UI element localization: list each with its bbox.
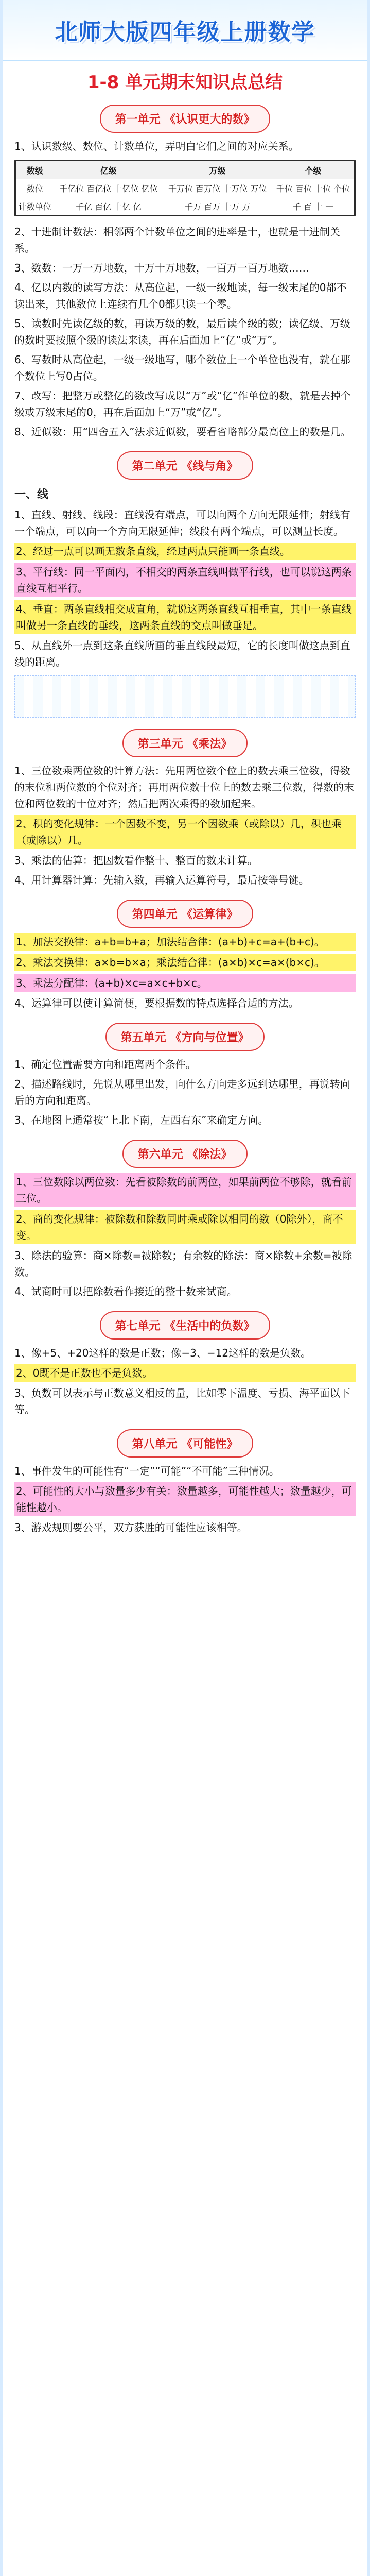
paragraph: 3、除法的验算：商×除数=被除数；有余数的除法：商×除数+余数=被除数。 bbox=[14, 1249, 353, 1278]
unit-pill: 第五单元 《方向与位置》 bbox=[105, 1023, 265, 1051]
highlight-paragraph: 2、积的变化规律：一个因数不变，另一个因数乘（或除以）几，积也乘（或除以）几。 bbox=[14, 815, 356, 849]
paragraph: 4、亿以内数的读写方法：从高位起，一级一级地读，每一级末尾的0都不读出来，其他数位上连续有几个0都只读一个零。 bbox=[14, 281, 347, 310]
paragraph: 1、三位数乘两位数的计算方法：先用两位数个位上的数去乘三位数，得数的末位和两位数的个位对齐；再用两位数十位上的数去乘三位数，得数的末位和两位数的十位对齐；然后把两次乘得的数加起来。 bbox=[14, 765, 354, 810]
highlight-paragraph: 2、乘法交换律：a×b=b×a；乘法结合律：(a×b)×c=a×(b×c)。 bbox=[14, 954, 356, 971]
page-title: 北师大版四年级上册数学 bbox=[55, 19, 315, 45]
page-subtitle: 1-8 单元期末知识点总结 bbox=[87, 72, 283, 93]
unit-title bbox=[14, 1140, 356, 1168]
highlight-paragraph: 3、平行线：同一平面内，不相交的两条直线叫做平行线，也可以说这两条直线互相平行。 bbox=[14, 563, 356, 597]
paragraph: 4、试商时可以把除数看作接近的整十数来试商。 bbox=[14, 1285, 237, 1298]
subheading: 一、线 bbox=[14, 488, 49, 501]
table-header: 数级 bbox=[16, 161, 54, 179]
unit-title bbox=[14, 900, 356, 928]
paragraph: 1、像+5、+20这样的数是正数；像−3、−12这样的数是负数。 bbox=[14, 1347, 311, 1359]
paragraph: 8、近似数：用“四舍五入”法求近似数，要看省略部分最高位上的数是几。 bbox=[14, 426, 351, 438]
table-cell: 数位 bbox=[16, 179, 54, 197]
paragraph: 1、确定位置需要方向和距离两个条件。 bbox=[14, 1058, 196, 1071]
unit-pill: 第七单元 《生活中的负数》 bbox=[100, 1311, 271, 1340]
table-cell: 千亿 百亿 十亿 亿 bbox=[54, 197, 163, 215]
table-row bbox=[16, 179, 355, 197]
table-cell: 千 百 十 一 bbox=[272, 197, 355, 215]
unit-title bbox=[14, 1429, 356, 1458]
paragraph: 1、认识数级、数位、计数单位，弄明白它们之间的对应关系。 bbox=[14, 140, 299, 152]
section bbox=[14, 451, 356, 718]
paragraph: 3、数数：一万一万地数，十万十万地数，一百万一百万地数…… bbox=[14, 262, 309, 274]
highlight-paragraph: 2、可能性的大小与数量多少有关：数量越多，可能性越大；数量越少，可能性越小。 bbox=[14, 1482, 356, 1516]
unit-title bbox=[14, 1023, 356, 1051]
unit-pill: 第一单元 《认识更大的数》 bbox=[100, 105, 271, 133]
content bbox=[3, 105, 367, 1570]
paragraph: 3、游戏规则要公平，双方获胜的可能性应该相等。 bbox=[14, 1521, 248, 1534]
paragraph: 2、十进制计数法：相邻两个计数单位之间的进率是十，也就是十进制关系。 bbox=[14, 226, 340, 255]
unit-pill: 第四单元 《运算律》 bbox=[117, 900, 254, 928]
section bbox=[14, 729, 356, 888]
paragraph: 4、运算律可以使计算简便，要根据数的特点选择合适的方法。 bbox=[14, 997, 299, 1009]
bottom-space bbox=[14, 1539, 356, 1560]
section bbox=[14, 1023, 356, 1128]
highlight-paragraph: 2、经过一点可以画无数条直线，经过两点只能画一条直线。 bbox=[14, 543, 356, 560]
section bbox=[14, 1311, 356, 1418]
paragraph: 5、从直线外一点到这条直线所画的垂直线段最短，它的长度叫做这点到直线的距离。 bbox=[14, 639, 350, 668]
table-cell: 千位 百位 十位 个位 bbox=[272, 179, 355, 197]
paragraph: 6、写数时从高位起，一级一级地写，哪个数位上一个单位也没有，就在那个数位上写0占位。 bbox=[14, 353, 350, 382]
paragraph: 3、负数可以表示与正数意义相反的量，比如零下温度、亏损、海平面以下等。 bbox=[14, 1387, 350, 1416]
unit-pill: 第八单元 《可能性》 bbox=[117, 1429, 254, 1458]
section bbox=[14, 900, 356, 1011]
table-header: 亿级 bbox=[54, 161, 163, 179]
table-cell: 千万位 百万位 十万位 万位 bbox=[163, 179, 272, 197]
highlight-paragraph: 1、三位数除以两位数：先看被除数的前两位，如果前两位不够除，就看前三位。 bbox=[14, 1173, 356, 1207]
section bbox=[14, 105, 356, 440]
unit-title bbox=[14, 729, 356, 757]
paragraph: 1、事件发生的可能性有“一定”“可能”“不可能”三种情况。 bbox=[14, 1465, 279, 1477]
place-value-table bbox=[14, 160, 356, 216]
table-header: 万级 bbox=[163, 161, 272, 179]
lines-illustration bbox=[14, 675, 356, 718]
section bbox=[14, 1140, 356, 1300]
unit-title bbox=[14, 1311, 356, 1340]
table-header: 个级 bbox=[272, 161, 355, 179]
highlight-paragraph: 2、0既不是正数也不是负数。 bbox=[14, 1364, 356, 1382]
table-cell: 计数单位 bbox=[16, 197, 54, 215]
paragraph: 1、直线、射线、线段：直线没有端点，可以向两个方向无限延伸；射线有一个端点，可以向一个方向无限延伸；线段有两个端点，可以测量长度。 bbox=[14, 509, 350, 537]
unit-pill: 第六单元 《除法》 bbox=[122, 1140, 248, 1168]
highlight-paragraph: 2、商的变化规律：被除数和除数同时乘或除以相同的数（0除外），商不变。 bbox=[14, 1210, 356, 1244]
header-banner bbox=[3, 0, 367, 61]
paragraph: 4、用计算器计算：先输入数，再输入运算符号，最后按等号键。 bbox=[14, 874, 309, 886]
paragraph: 7、改写：把整万或整亿的数改写成以“万”或“亿”作单位的数，就是去掉个级或万级末尾的0，再在后面加上“万”或“亿”。 bbox=[14, 389, 351, 418]
highlight-paragraph: 4、垂直：两条直线相交成直角，就说这两条直线互相垂直，其中一条直线叫做另一条直线的垂线，这两条直线的交点叫做垂足。 bbox=[14, 600, 356, 634]
paragraph: 3、乘法的估算：把因数看作整十、整百的数来计算。 bbox=[14, 854, 258, 867]
table bbox=[15, 161, 355, 215]
highlight-paragraph: 3、乘法分配律：(a+b)×c=a×c+b×c。 bbox=[14, 974, 356, 992]
unit-pill: 第三单元 《乘法》 bbox=[122, 729, 248, 757]
paragraph: 3、在地图上通常按“上北下南，左西右东”来确定方向。 bbox=[14, 1114, 269, 1126]
table-cell: 千万 百万 十万 万 bbox=[163, 197, 272, 215]
table-cell: 千亿位 百亿位 十亿位 亿位 bbox=[54, 179, 163, 197]
unit-pill: 第二单元 《线与角》 bbox=[117, 451, 254, 480]
paragraph: 2、描述路线时，先说从哪里出发，向什么方向走多远到达哪里，再说转向后的方向和距离。 bbox=[14, 1078, 350, 1107]
highlight-paragraph: 1、加法交换律：a+b=b+a；加法结合律：(a+b)+c=a+(b+c)。 bbox=[14, 933, 356, 951]
section bbox=[14, 1429, 356, 1536]
table-row bbox=[16, 197, 355, 215]
unit-title bbox=[14, 105, 356, 133]
paragraph: 5、读数时先读亿级的数，再读万级的数，最后读个级的数；读亿级、万级的数时要按照个级的读法来读，再在后面加上“亿”或“万”。 bbox=[14, 317, 350, 346]
unit-title bbox=[14, 451, 356, 480]
